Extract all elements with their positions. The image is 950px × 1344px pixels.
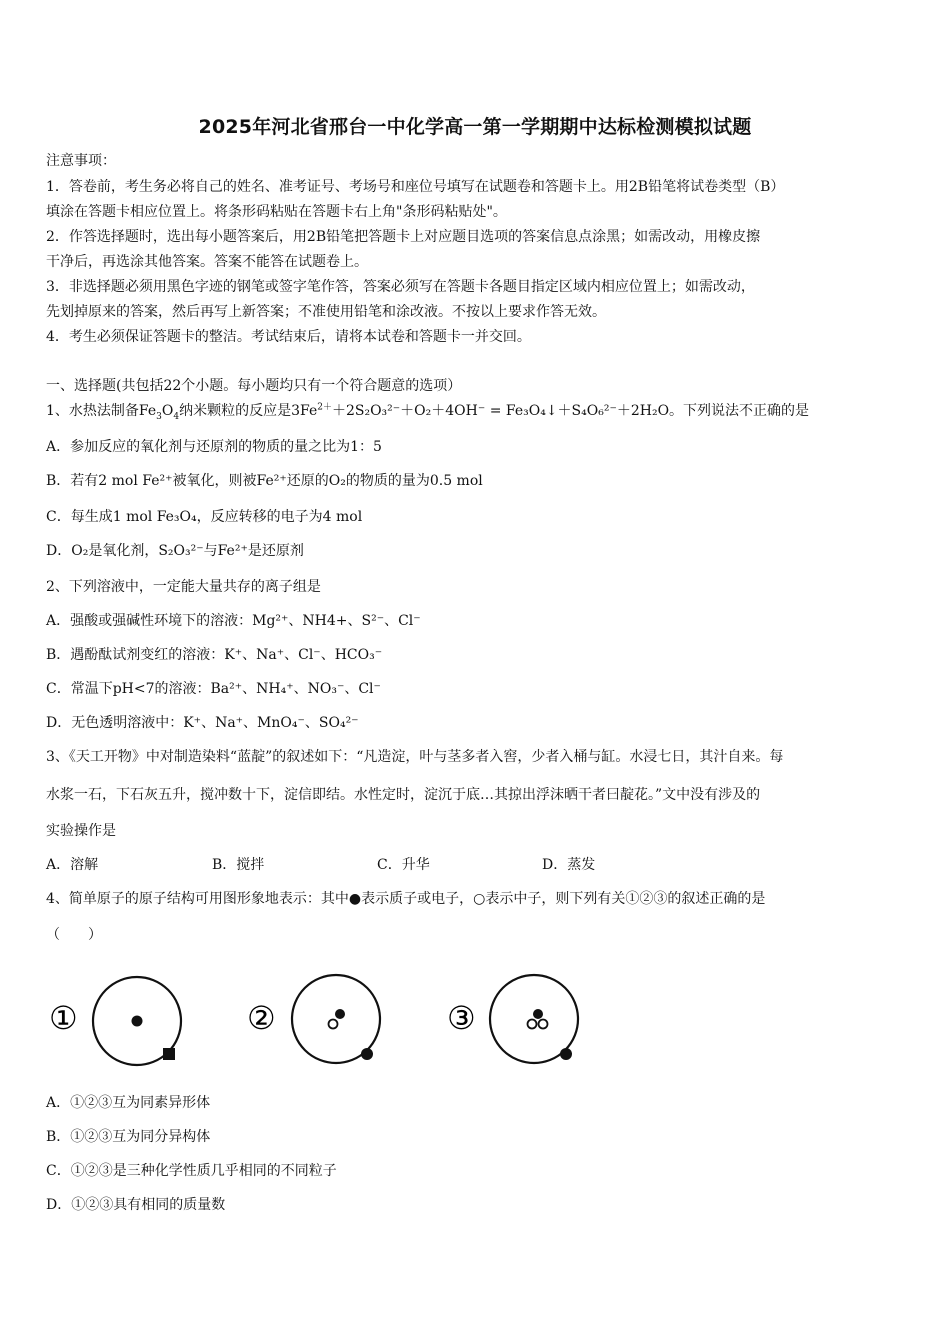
notice-heading: 注意事项： [46,153,116,169]
notice-line: 填涂在答题卡相应位置上。将条形码粘贴在答题卡右上角"条形码粘贴处"。 [46,204,507,220]
notice-line: 3．非选择题必须用黑色字迹的钢笔或签字笔作答，答案必须写在答题卡各题目指定区域内相应位置上；如需改动， [46,279,755,295]
atom-diagrams [44,966,604,1076]
q3-option-a: A．溶解 [46,857,99,873]
q2-option-a: A．强酸或强碱性环境下的溶液：Mg²⁺、NH4+、S²⁻、Cl⁻ [46,613,421,629]
q1-prefix: 1、水热法制备Fe [46,403,157,419]
q1-option-a: A．参加反应的氧化剂与还原剂的物质的量之比为1：5 [46,439,382,455]
section-heading: 一、选择题(共包括22个小题。每小题均只有一个符合题意的选项） [46,378,462,394]
q4-option-b: B．①②③互为同分异构体 [46,1129,211,1145]
notice-line: 先划掉原来的答案，然后再写上新答案；不准使用铅笔和涂改液。不按以上要求作答无效。 [46,304,606,320]
atom-label-1: ① [49,999,78,1037]
electron-dot [361,1048,373,1060]
q4-option-a: A．①②③互为同素异形体 [46,1095,211,1111]
question-2-stem: 2、下列溶液中，一定能大量共存的离子组是 [46,579,321,595]
question-3-line: 实验操作是 [46,823,116,839]
atom-label-3: ③ [447,999,476,1037]
q1-sup: 2＋ [317,402,332,413]
q1-sub: 3 [156,411,162,422]
q2-option-c: C．常温下pH<7的溶液：Ba²⁺、NH₄⁺、NO₃⁻、Cl⁻ [46,681,381,697]
q2-option-b: B．遇酚酞试剂变红的溶液：K⁺、Na⁺、Cl⁻、HCO₃⁻ [46,647,383,663]
atom-label-2: ② [247,999,276,1037]
q1-tail: ＋2S₂O₃²⁻＋O₂＋4OH⁻ = Fe₃O₄↓＋S₄O₆²⁻＋2H₂O。下列说法不正确的是 [331,403,810,419]
atom-2-diagram [247,975,380,1063]
question-4-line: 4、简单原子的原子结构可用图形象地表示：其中●表示质子或电子，○表示中子，则下列有关①②③的叙述正确的是 [46,891,766,907]
q3-option-c: C．升华 [377,857,430,873]
proton-dot [132,1016,143,1027]
notice-line: 干净后，再选涂其他答案。答案不能答在试题卷上。 [46,254,368,270]
notice-line: 4．考生必须保证答题卡的整洁。考试结束后，请将本试卷和答题卡一并交回。 [46,329,531,345]
q4-option-c: C．①②③是三种化学性质几乎相同的不同粒子 [46,1163,337,1179]
neutron-circle [329,1020,338,1029]
neutron-circle [528,1020,537,1029]
q1-option-b: B．若有2 mol Fe²⁺被氧化，则被Fe²⁺还原的O₂的物质的量为0.5 mol [46,473,483,489]
q2-option-d: D．无色透明溶液中：K⁺、Na⁺、MnO₄⁻、SO₄²⁻ [46,715,359,731]
q1-o: O [161,403,174,419]
question-4-line: （ ） [46,927,102,943]
question-3-line: 3、《天工开物》中对制造染料“蓝靛”的叙述如下：“凡造淀，叶与茎多者入窖，少者入桶与缸。水浸七日，其汁自来。每 [46,749,784,765]
q1-mid: 纳米颗粒的反应是3Fe [179,403,318,419]
electron-dot [560,1048,572,1060]
page-title: 2025年河北省邢台一中化学高一第一学期期中达标检测模拟试题 [198,116,752,138]
question-3-line: 水浆一石，下石灰五升，搅冲数十下，淀信即结。水性定时，淀沉于底…其掠出浮沫晒干者曰靛花。”文中没有涉及的 [46,787,761,803]
q1-sub: 4 [173,411,180,422]
notice-line: 1．答卷前，考生务必将自己的姓名、准考证号、考场号和座位号填写在试题卷和答题卡上。用2B铅笔将试卷类型（B） [46,179,785,195]
q4-option-d: D．①②③具有相同的质量数 [46,1197,226,1213]
q1-option-d: D．O₂是氧化剂，S₂O₃²⁻与Fe²⁺是还原剂 [46,543,304,559]
electron-dot [163,1048,175,1060]
q3-option-d: D．蒸发 [542,857,596,873]
proton-dot [335,1009,345,1019]
q1-option-c: C．每生成1 mol Fe₃O₄，反应转移的电子为4 mol [46,509,363,525]
q3-option-b: B．搅拌 [212,857,265,873]
proton-dot [533,1009,543,1019]
neutron-circle [539,1020,548,1029]
atom-1-diagram [49,977,181,1065]
question-1-stem [46,402,916,420]
atom-3-diagram [447,975,578,1063]
notice-line: 2．作答选择题时，选出每小题答案后，用2B铅笔把答题卡上对应题目选项的答案信息点涂黑；如需改动，用橡皮擦 [46,229,761,245]
